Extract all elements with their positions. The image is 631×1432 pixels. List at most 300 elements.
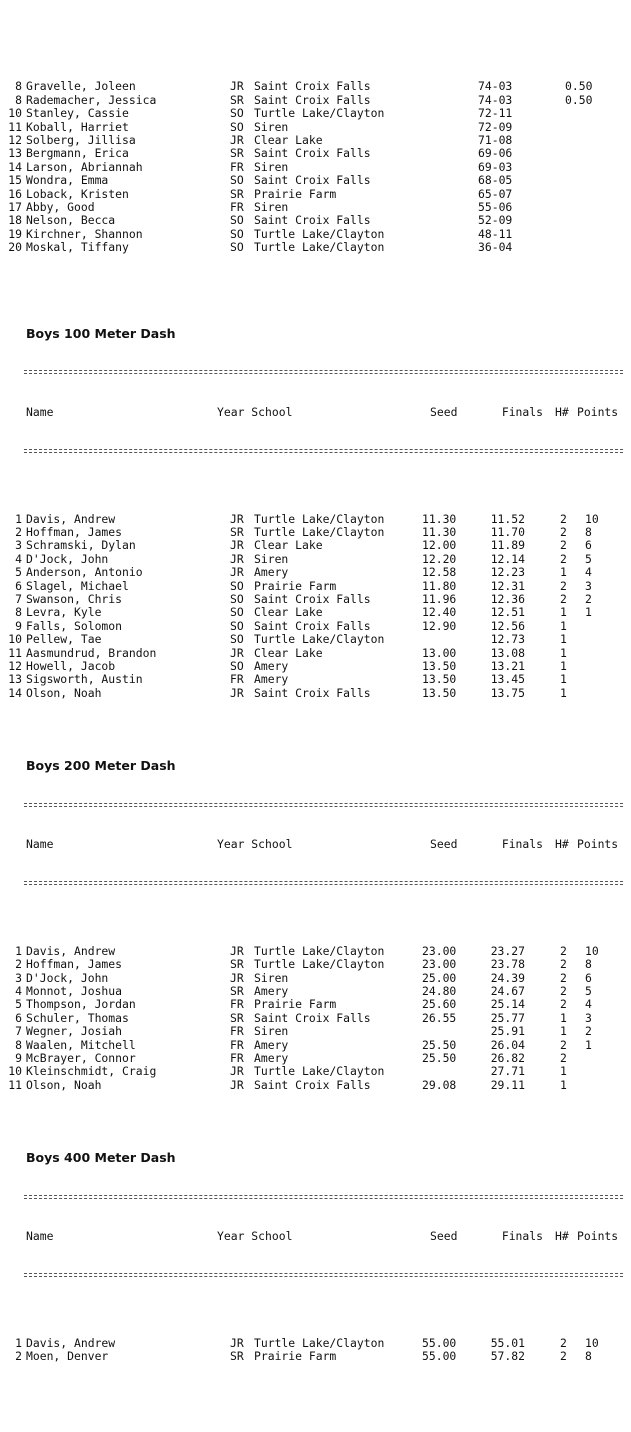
seed: 25.00 bbox=[422, 970, 457, 985]
place: 16 bbox=[8, 186, 22, 201]
athlete-name: Anderson, Antonio bbox=[26, 565, 143, 580]
place: 2 bbox=[15, 525, 22, 539]
points: 8 bbox=[585, 525, 592, 539]
finals: 12.31 bbox=[490, 578, 525, 593]
result-row bbox=[0, 80, 631, 93]
athlete-name: Abby, Good bbox=[26, 199, 95, 214]
athlete-name: Wegner, Josiah bbox=[26, 1024, 123, 1039]
result-row bbox=[0, 660, 631, 673]
double-divider bbox=[24, 1272, 623, 1279]
heat: 1 bbox=[560, 658, 567, 673]
finals: 25.91 bbox=[490, 1024, 525, 1039]
year: SO bbox=[230, 591, 244, 606]
finals: 24.39 bbox=[490, 970, 525, 985]
year: SR bbox=[230, 525, 244, 539]
school: Saint Croix Falls bbox=[254, 618, 371, 633]
result-row bbox=[0, 1350, 631, 1363]
year: SR bbox=[230, 186, 244, 201]
seed: 23.00 bbox=[422, 957, 457, 972]
seed: 13.50 bbox=[422, 658, 457, 673]
athlete-name: Rademacher, Jessica bbox=[26, 92, 157, 107]
place: 8 bbox=[15, 92, 22, 107]
year: JR bbox=[230, 970, 244, 985]
seed: 23.00 bbox=[422, 943, 457, 958]
heat: 2 bbox=[560, 997, 567, 1012]
place: 9 bbox=[15, 1050, 22, 1065]
school: Turtle Lake/Clayton bbox=[254, 106, 385, 121]
header-finals: Finals bbox=[501, 1229, 543, 1244]
result-row bbox=[0, 673, 631, 686]
header-points: Points bbox=[577, 1229, 619, 1244]
school: Turtle Lake/Clayton bbox=[254, 957, 385, 972]
school: Saint Croix Falls bbox=[254, 92, 371, 107]
athlete-name: Howell, Jacob bbox=[26, 658, 116, 673]
finals: 12.51 bbox=[490, 605, 525, 620]
points: 0.50 bbox=[565, 79, 593, 94]
mark: 72-11 bbox=[478, 106, 513, 121]
finals: 13.75 bbox=[490, 685, 525, 700]
result-row bbox=[0, 134, 631, 147]
place: 19 bbox=[8, 226, 22, 241]
heat: 1 bbox=[560, 618, 567, 633]
year: SR bbox=[230, 146, 244, 161]
finals: 26.82 bbox=[490, 1050, 525, 1065]
year: SO bbox=[230, 119, 244, 134]
year: SO bbox=[230, 240, 244, 255]
finals: 57.82 bbox=[490, 1349, 525, 1364]
result-row bbox=[0, 566, 631, 579]
seed: 25.50 bbox=[422, 1037, 457, 1052]
year: SO bbox=[230, 173, 244, 188]
year: SO bbox=[230, 618, 244, 633]
school: Saint Croix Falls bbox=[254, 591, 371, 606]
place: 18 bbox=[8, 213, 22, 228]
finals: 55.01 bbox=[490, 1335, 525, 1350]
heat: 2 bbox=[560, 943, 567, 958]
mark: 65-07 bbox=[478, 186, 513, 201]
event-results bbox=[0, 1337, 631, 1364]
year: SR bbox=[230, 1349, 244, 1364]
place: 14 bbox=[8, 685, 22, 700]
year: JR bbox=[230, 565, 244, 580]
school: Siren bbox=[254, 970, 289, 985]
athlete-name: Falls, Solomon bbox=[26, 618, 123, 633]
year: JR bbox=[230, 943, 244, 958]
heat: 2 bbox=[560, 551, 567, 566]
place: 6 bbox=[15, 578, 22, 593]
result-row bbox=[0, 228, 631, 241]
heat: 2 bbox=[560, 957, 567, 972]
year: FR bbox=[230, 997, 244, 1012]
school: Siren bbox=[254, 199, 289, 214]
athlete-name: Schramski, Dylan bbox=[26, 538, 136, 553]
year: SO bbox=[230, 213, 244, 228]
place: 8 bbox=[15, 79, 22, 94]
result-row bbox=[0, 241, 631, 254]
school: Prairie Farm bbox=[254, 997, 337, 1012]
header-heat: H# bbox=[555, 405, 569, 420]
finals: 12.56 bbox=[490, 618, 525, 633]
school: Amery bbox=[254, 672, 289, 687]
result-row bbox=[0, 513, 631, 526]
place: 11 bbox=[8, 1077, 22, 1092]
school: Siren bbox=[254, 1024, 289, 1039]
header-finals: Finals bbox=[501, 405, 543, 420]
result-row bbox=[0, 972, 631, 985]
athlete-name: Swanson, Chris bbox=[26, 591, 123, 606]
result-row bbox=[0, 1079, 631, 1092]
school: Turtle Lake/Clayton bbox=[254, 525, 385, 539]
athlete-name: Sigsworth, Austin bbox=[26, 672, 143, 687]
place: 10 bbox=[8, 632, 22, 647]
year: JR bbox=[230, 645, 244, 660]
athlete-name: Olson, Noah bbox=[26, 1077, 102, 1092]
result-row bbox=[0, 1025, 631, 1038]
school: Amery bbox=[254, 983, 289, 998]
seed: 12.58 bbox=[422, 565, 457, 580]
double-divider bbox=[24, 880, 623, 887]
points: 4 bbox=[585, 565, 592, 580]
result-row bbox=[0, 161, 631, 174]
athlete-name: Hoffman, James bbox=[26, 525, 123, 539]
year: JR bbox=[230, 538, 244, 553]
points: 6 bbox=[585, 538, 592, 553]
mark: 68-05 bbox=[478, 173, 513, 188]
double-divider bbox=[24, 802, 623, 809]
finals: 23.78 bbox=[490, 957, 525, 972]
place: 1 bbox=[15, 943, 22, 958]
year: JR bbox=[230, 1077, 244, 1092]
finals: 12.73 bbox=[490, 632, 525, 647]
finals: 29.11 bbox=[490, 1077, 525, 1092]
year: JR bbox=[230, 685, 244, 700]
points: 6 bbox=[585, 970, 592, 985]
year: SO bbox=[230, 605, 244, 620]
year: SO bbox=[230, 632, 244, 647]
school: Saint Croix Falls bbox=[254, 79, 371, 94]
school: Saint Croix Falls bbox=[254, 1010, 371, 1025]
heat: 2 bbox=[560, 1037, 567, 1052]
school: Prairie Farm bbox=[254, 186, 337, 201]
header-seed: Seed bbox=[430, 1229, 458, 1244]
place: 4 bbox=[15, 983, 22, 998]
athlete-name: Hoffman, James bbox=[26, 957, 123, 972]
finals: 13.08 bbox=[490, 645, 525, 660]
year: JR bbox=[230, 79, 244, 94]
year: FR bbox=[230, 159, 244, 174]
school: Siren bbox=[254, 551, 289, 566]
school: Clear Lake bbox=[254, 645, 323, 660]
seed: 55.00 bbox=[422, 1349, 457, 1364]
year: SO bbox=[230, 578, 244, 593]
event-results bbox=[0, 945, 631, 1092]
finals: 12.23 bbox=[490, 565, 525, 580]
place: 13 bbox=[8, 672, 22, 687]
athlete-name: Wondra, Emma bbox=[26, 173, 109, 188]
athlete-name: Gravelle, Joleen bbox=[26, 79, 136, 94]
year: SR bbox=[230, 1010, 244, 1025]
result-row bbox=[0, 606, 631, 619]
place: 1 bbox=[15, 511, 22, 526]
athlete-name: Monnot, Joshua bbox=[26, 983, 123, 998]
school: Saint Croix Falls bbox=[254, 685, 371, 700]
heat: 1 bbox=[560, 605, 567, 620]
points: 0.50 bbox=[565, 92, 593, 107]
previous-event-results bbox=[0, 40, 631, 254]
header-year-school: Year School bbox=[217, 405, 293, 420]
school: Saint Croix Falls bbox=[254, 1077, 371, 1092]
points: 4 bbox=[585, 997, 592, 1012]
heat: 2 bbox=[560, 983, 567, 998]
result-row bbox=[0, 958, 631, 971]
result-row bbox=[0, 998, 631, 1011]
school: Prairie Farm bbox=[254, 1349, 337, 1364]
result-row bbox=[0, 526, 631, 539]
seed: 11.30 bbox=[422, 525, 457, 539]
finals: 12.14 bbox=[490, 551, 525, 566]
finals: 11.52 bbox=[490, 511, 525, 526]
finals: 24.67 bbox=[490, 983, 525, 998]
finals: 25.14 bbox=[490, 997, 525, 1012]
school: Saint Croix Falls bbox=[254, 213, 371, 228]
seed: 13.00 bbox=[422, 645, 457, 660]
heat: 1 bbox=[560, 645, 567, 660]
points: 10 bbox=[585, 1335, 599, 1350]
year: FR bbox=[230, 199, 244, 214]
place: 3 bbox=[15, 538, 22, 553]
finals: 11.70 bbox=[490, 525, 525, 539]
athlete-name: Moskal, Tiffany bbox=[26, 240, 129, 255]
double-divider bbox=[24, 448, 623, 455]
year: FR bbox=[230, 1050, 244, 1065]
athlete-name: Loback, Kristen bbox=[26, 186, 129, 201]
column-header bbox=[0, 835, 631, 853]
school: Clear Lake bbox=[254, 133, 323, 147]
result-row bbox=[0, 188, 631, 201]
result-row bbox=[0, 1065, 631, 1078]
school: Amery bbox=[254, 565, 289, 580]
place: 6 bbox=[15, 1010, 22, 1025]
header-seed: Seed bbox=[430, 405, 458, 420]
result-row bbox=[0, 647, 631, 660]
result-row bbox=[0, 107, 631, 120]
points: 10 bbox=[585, 511, 599, 526]
column-header bbox=[0, 1227, 631, 1245]
result-row bbox=[0, 593, 631, 606]
year: FR bbox=[230, 1037, 244, 1052]
heat: 2 bbox=[560, 1050, 567, 1065]
place: 3 bbox=[15, 970, 22, 985]
finals: 26.04 bbox=[490, 1037, 525, 1052]
header-year-school: Year School bbox=[217, 1229, 293, 1244]
event-list bbox=[0, 295, 631, 1391]
points: 8 bbox=[585, 957, 592, 972]
athlete-name: D'Jock, John bbox=[26, 551, 109, 566]
mark: 72-09 bbox=[478, 119, 513, 134]
athlete-name: Davis, Andrew bbox=[26, 511, 116, 526]
athlete-name: Stanley, Cassie bbox=[26, 106, 129, 121]
heat: 1 bbox=[560, 1064, 567, 1079]
heat: 2 bbox=[560, 578, 567, 593]
finals: 13.45 bbox=[490, 672, 525, 687]
school: Amery bbox=[254, 658, 289, 673]
year: JR bbox=[230, 1335, 244, 1350]
mark: 36-04 bbox=[478, 240, 513, 255]
finals: 12.36 bbox=[490, 591, 525, 606]
seed: 25.60 bbox=[422, 997, 457, 1012]
result-row bbox=[0, 94, 631, 107]
seed: 13.50 bbox=[422, 672, 457, 687]
result-row bbox=[0, 1039, 631, 1052]
school: Siren bbox=[254, 119, 289, 134]
result-row bbox=[0, 633, 631, 646]
place: 12 bbox=[8, 658, 22, 673]
seed: 29.08 bbox=[422, 1077, 457, 1092]
result-row bbox=[0, 121, 631, 134]
place: 11 bbox=[8, 119, 22, 134]
heat: 2 bbox=[560, 1349, 567, 1364]
mark: 69-03 bbox=[478, 159, 513, 174]
mark: 69-06 bbox=[478, 146, 513, 161]
athlete-name: Kleinschmidt, Craig bbox=[26, 1064, 157, 1079]
points: 1 bbox=[585, 1037, 592, 1052]
school: Turtle Lake/Clayton bbox=[254, 511, 385, 526]
event-title: Boys 200 Meter Dash bbox=[26, 757, 176, 773]
points: 1 bbox=[585, 605, 592, 620]
seed: 13.50 bbox=[422, 685, 457, 700]
event-block bbox=[0, 1119, 631, 1390]
year: JR bbox=[230, 1064, 244, 1079]
place: 11 bbox=[8, 645, 22, 660]
year: FR bbox=[230, 672, 244, 687]
seed: 24.80 bbox=[422, 983, 457, 998]
header-name: Name bbox=[26, 837, 54, 852]
result-row bbox=[0, 1337, 631, 1350]
school: Prairie Farm bbox=[254, 578, 337, 593]
year: SR bbox=[230, 957, 244, 972]
double-divider bbox=[24, 369, 623, 376]
place: 13 bbox=[8, 146, 22, 161]
school: Turtle Lake/Clayton bbox=[254, 1064, 385, 1079]
seed: 25.50 bbox=[422, 1050, 457, 1065]
header-heat: H# bbox=[555, 837, 569, 852]
year: JR bbox=[230, 133, 244, 147]
finals: 11.89 bbox=[490, 538, 525, 553]
place: 14 bbox=[8, 159, 22, 174]
finals: 13.21 bbox=[490, 658, 525, 673]
heat: 1 bbox=[560, 565, 567, 580]
points: 5 bbox=[585, 551, 592, 566]
points: 5 bbox=[585, 983, 592, 998]
seed: 11.96 bbox=[422, 591, 457, 606]
school: Turtle Lake/Clayton bbox=[254, 226, 385, 241]
event-title: Boys 400 Meter Dash bbox=[26, 1149, 176, 1165]
place: 15 bbox=[8, 173, 22, 188]
result-row bbox=[0, 945, 631, 958]
place: 7 bbox=[15, 1024, 22, 1039]
place: 2 bbox=[15, 957, 22, 972]
mark: 74-03 bbox=[478, 79, 513, 94]
seed: 26.55 bbox=[422, 1010, 457, 1025]
double-divider bbox=[24, 1194, 623, 1201]
seed: 12.90 bbox=[422, 618, 457, 633]
year: SR bbox=[230, 983, 244, 998]
seed: 55.00 bbox=[422, 1335, 457, 1350]
school: Turtle Lake/Clayton bbox=[254, 632, 385, 647]
header-year-school: Year School bbox=[217, 837, 293, 852]
place: 5 bbox=[15, 565, 22, 580]
heat: 2 bbox=[560, 1335, 567, 1350]
place: 12 bbox=[8, 133, 22, 147]
result-row bbox=[0, 539, 631, 552]
school: Clear Lake bbox=[254, 605, 323, 620]
result-row bbox=[0, 174, 631, 187]
athlete-name: Olson, Noah bbox=[26, 685, 102, 700]
result-row bbox=[0, 214, 631, 227]
school: Saint Croix Falls bbox=[254, 173, 371, 188]
heat: 2 bbox=[560, 525, 567, 539]
event-results bbox=[0, 513, 631, 700]
place: 9 bbox=[15, 618, 22, 633]
place: 10 bbox=[8, 1064, 22, 1079]
year: JR bbox=[230, 551, 244, 566]
event-block bbox=[0, 295, 631, 727]
points: 10 bbox=[585, 943, 599, 958]
athlete-name: Aasmundrud, Brandon bbox=[26, 645, 157, 660]
seed: 12.20 bbox=[422, 551, 457, 566]
athlete-name: Kirchner, Shannon bbox=[26, 226, 143, 241]
column-header bbox=[0, 403, 631, 421]
athlete-name: Solberg, Jillisa bbox=[26, 133, 136, 147]
school: Turtle Lake/Clayton bbox=[254, 943, 385, 958]
school: Clear Lake bbox=[254, 538, 323, 553]
athlete-name: Levra, Kyle bbox=[26, 605, 102, 620]
year: SO bbox=[230, 658, 244, 673]
result-row bbox=[0, 553, 631, 566]
place: 17 bbox=[8, 199, 22, 214]
school: Siren bbox=[254, 159, 289, 174]
seed: 11.30 bbox=[422, 511, 457, 526]
header-heat: H# bbox=[555, 1229, 569, 1244]
finals: 23.27 bbox=[490, 943, 525, 958]
result-row bbox=[0, 620, 631, 633]
result-row bbox=[0, 1012, 631, 1025]
school: Amery bbox=[254, 1037, 289, 1052]
athlete-name: Thompson, Jordan bbox=[26, 997, 136, 1012]
mark: 71-08 bbox=[478, 133, 513, 147]
year: FR bbox=[230, 1024, 244, 1039]
place: 8 bbox=[15, 605, 22, 620]
year: JR bbox=[230, 511, 244, 526]
points: 2 bbox=[585, 591, 592, 606]
result-row bbox=[0, 687, 631, 700]
heat: 1 bbox=[560, 1077, 567, 1092]
header-points: Points bbox=[577, 405, 619, 420]
school: Turtle Lake/Clayton bbox=[254, 240, 385, 255]
heat: 1 bbox=[560, 1010, 567, 1025]
header-seed: Seed bbox=[430, 837, 458, 852]
place: 20 bbox=[8, 240, 22, 255]
athlete-name: Pellew, Tae bbox=[26, 632, 102, 647]
heat: 1 bbox=[560, 672, 567, 687]
seed: 12.00 bbox=[422, 538, 457, 553]
seed: 11.80 bbox=[422, 578, 457, 593]
place: 10 bbox=[8, 106, 22, 121]
points: 8 bbox=[585, 1349, 592, 1364]
athlete-name: Bergmann, Erica bbox=[26, 146, 129, 161]
event-title: Boys 100 Meter Dash bbox=[26, 325, 176, 341]
result-row bbox=[0, 1052, 631, 1065]
